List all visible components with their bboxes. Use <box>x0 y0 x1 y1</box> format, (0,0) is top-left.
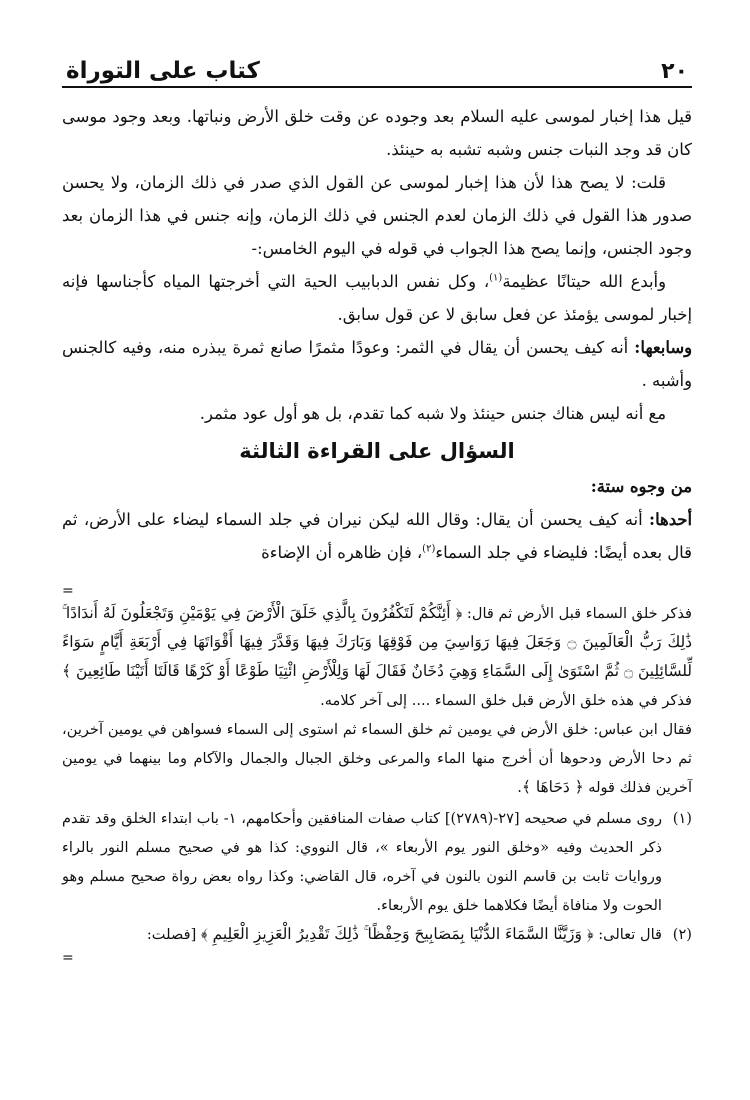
continuation-2-text-a: فقال ابن عباس: خلق الأرض في يومين ثم خلق السماء ثم استوى إلى السماء فسواهن في يومين آخرين، ثم دحا الأرض ودحوها أن أخرج منها الماء والمرعى وخلق الجبال والجمال والآكام وما بينهما في يومين آخرين فذلك قوله <box>62 721 692 796</box>
continuation-1-text-a: فذكر خلق السماء قبل الأرض ثم قال: <box>462 605 692 622</box>
paragraph-2: قلت: لا يصح هذا لأن هذا إخبار لموسى عن القول الذي صدر في ذلك الزمان، ولا يحسن صدور هذا القول في ذلك الزمان لعدم الجنس في ذلك الزمان، وإنه جنس في هذا الزمان بعد وجود الجنس، وإنما يصح هذا الجواب في قوله في اليوم الخامس:- <box>62 173 692 258</box>
footnote-separator <box>62 583 692 599</box>
paragraph-3 <box>62 265 692 331</box>
paragraph-3-text-a: وأبدع الله حيتانًا عظيمة <box>502 272 666 291</box>
footnote-2-text-b: [فصلت: <box>146 926 201 943</box>
quran-verse: ﴿ أَئِنَّكُمْ لَتَكْفُرُونَ بِالَّذِي خَلَقَ الْأَرْضَ فِي يَوْمَيْنِ وَتَجْعَلُونَ لَهُ أَندَادًا ۚ ذَٰلِكَ رَبُّ الْعَالَمِينَ ۝ وَجَعَلَ فِيهَا رَوَاسِيَ مِن فَوْقِهَا وَبَارَكَ فِيهَا وَقَدَّرَ فِيهَا أَقْوَاتَهَا فِي أَرْبَعَةِ أَيَّامٍ سَوَاءً لِّلسَّائِلِينَ ۝ ثُمَّ اسْتَوَىٰ إِلَى السَّمَاءِ وَهِيَ دُخَانٌ فَقَالَ لَهَا وَلِلْأَرْضِ ائْتِيَا طَوْعًا أَوْ كَرْهًا قَالَتَا أَتَيْنَا طَائِعِينَ ﴾ <box>62 604 693 680</box>
footnote-1-text: روى مسلم في صحيحه [٢٧-(٢٧٨٩)] كتاب صفات المنافقين وأحكامهم، ١- باب ابتداء الخلق وقد تقدم ذكر الحديث وفيه «وخلق النور يوم الأربعاء »، قال النووي: كذا هو في صحيح مسلم النور بالراء وروايات ثابت بن قاسم النون بالنون في آخره، قال القاضي: وكذا رواه بعض رواة صحيح مسلم وهو الحوت ولا منافاة أيضًا فكلاهما خلق يوم الأربعاء. <box>62 810 663 914</box>
page <box>62 46 692 967</box>
footnote-ref-2[interactable]: (٢) <box>422 543 436 555</box>
footnote-continuation-2 <box>62 715 692 802</box>
footnote-1-number: (١) <box>672 810 692 827</box>
page-header <box>62 46 692 88</box>
paragraph-6 <box>62 503 692 569</box>
footnotes <box>62 599 692 967</box>
paragraph-4-text: أنه كيف يحسن أن يقال في الثمر: وعودًا مثمرًا صانع ثمرة يبذره منه، وفيه كالجنس وأشبه . <box>62 338 692 390</box>
footnote-2 <box>62 920 692 949</box>
paragraph-4 <box>62 331 692 397</box>
continuation-mark: = <box>62 583 74 599</box>
footnote-2-text <box>62 920 662 949</box>
paragraph-5: مع أنه ليس هناك جنس حينئذ ولا شبه كما تقدم، بل هو أول عود مثمر. <box>199 404 666 423</box>
continuation-1-text-b: فذكر في هذه خلق الأرض قبل خلق السماء .... إلى آخر كلامه. <box>320 692 692 709</box>
paragraph-6-text-b: ، فإن ظاهره أن الإضاءة <box>261 543 423 562</box>
footnote-continues-mark: = <box>62 950 74 966</box>
section-heading: السؤال على القراءة الثالثة <box>239 439 515 463</box>
footnote-ref-1[interactable]: (١) <box>489 272 503 284</box>
subheading: من وجوه ستة: <box>590 477 692 496</box>
footnote-continuation-1 <box>62 599 692 715</box>
paragraph-6-text-a: أنه كيف يحسن أن يقال: وقال الله ليكن نيران في جلد السماء ليضاء على الأرض، ثم قال بعده أيضًا: فليضاء في جلد السماء <box>62 510 692 562</box>
book-title: كتاب على التوراة <box>66 58 260 84</box>
footnote-1 <box>62 804 692 920</box>
main-text <box>62 100 692 569</box>
footnote-2-number: (٢) <box>672 926 692 943</box>
continuation-2-text-b: . <box>517 779 522 796</box>
paragraph-3-text-b: ، وكل نفس الدبابيب الحية التي أخرجتها المياه كأجناسها فإنه إخبار لموسى يؤمئذ عن فعل سابق لا عن قول سابق. <box>62 272 692 324</box>
paragraph-6-lead: أحدها: <box>649 510 692 529</box>
paragraph-4-lead: وسابعها: <box>634 338 692 357</box>
page-number: ٢٠ <box>661 59 688 84</box>
quran-word: ﴿ دَحَاهَا ﴾ <box>521 778 584 796</box>
paragraph-1: قيل هذا إخبار لموسى عليه السلام بعد وجوده عن وقت خلق الأرض ونباتها. وبعد وجود موسى كان قد وجد النبات جنس وشبه تشبه به حينئذ. <box>62 107 692 159</box>
footnote-2-text-a: قال تعالى: <box>593 926 662 943</box>
footnote-2-quran: ﴿ وَزَيَّنَّا السَّمَاءَ الدُّنْيَا بِمَصَابِيحَ وَحِفْظًا ۚ ذَٰلِكَ تَقْدِيرُ الْعَزِيزِ الْعَلِيمِ ﴾ <box>200 925 594 943</box>
